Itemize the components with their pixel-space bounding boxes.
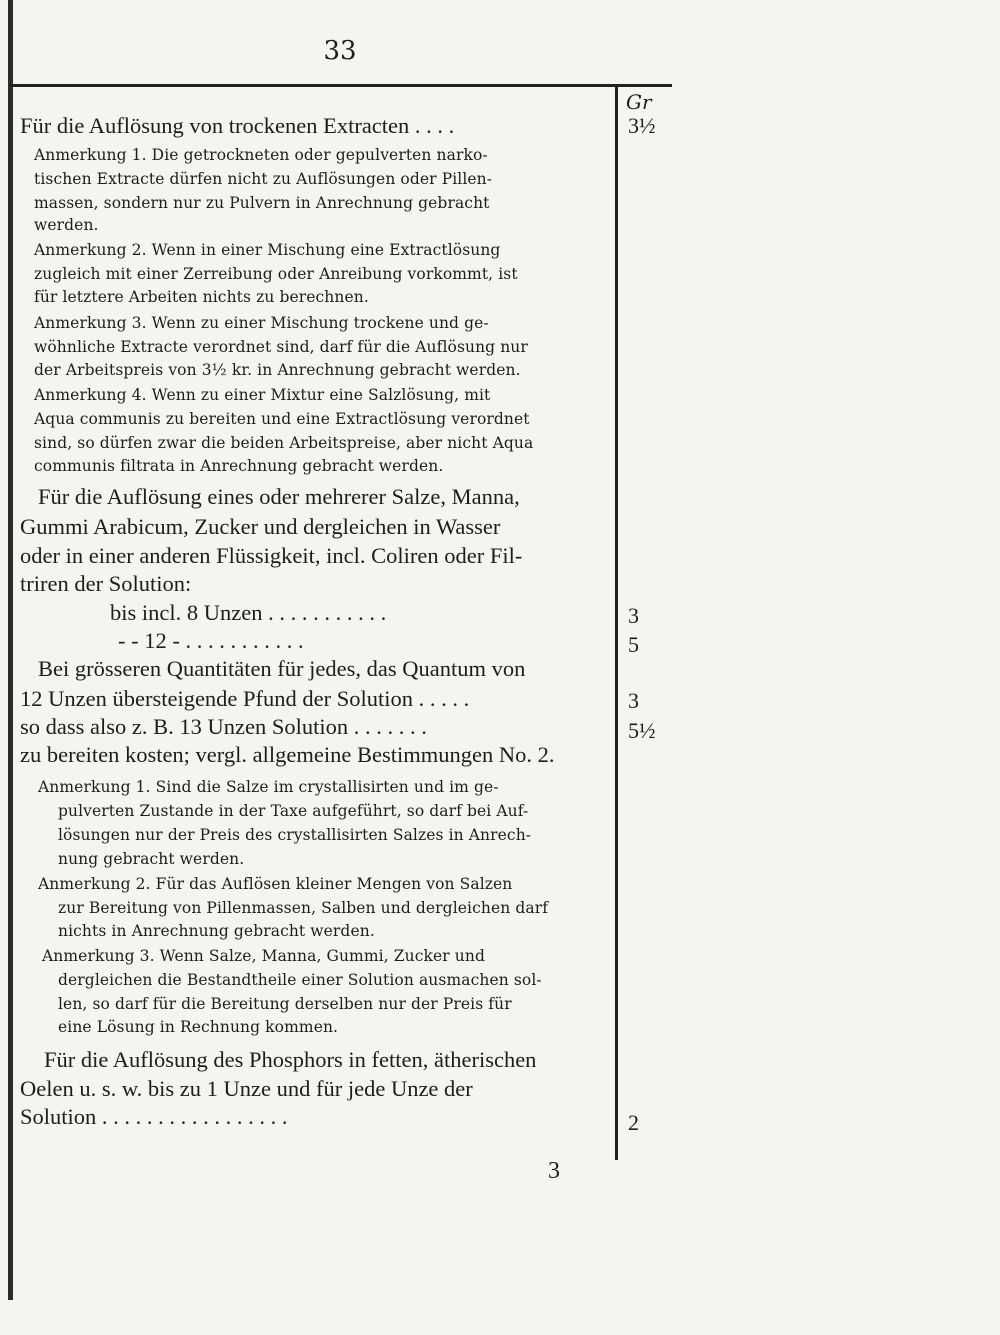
- price: 5: [628, 632, 639, 657]
- header-rule: [10, 84, 672, 87]
- note-line: communis filtrata in Anrechnung gebracht werden.: [34, 457, 444, 475]
- entry-line: Gummi Arabicum, Zucker und dergleichen in Wasser: [20, 514, 501, 539]
- note-line: nung gebracht werden.: [58, 850, 245, 868]
- signature-mark: 3: [548, 1158, 560, 1184]
- note-line: Aqua communis zu bereiten und eine Extractlösung verordnet: [34, 410, 530, 428]
- entry-line: oder in einer anderen Flüssigkeit, incl. Coliren oder Fil-: [20, 543, 523, 568]
- note-line: massen, sondern nur zu Pulvern in Anrechnung gebracht: [34, 194, 490, 212]
- note-line: Anmerkung 2. Für das Auflösen kleiner Mengen von Salzen: [38, 875, 513, 893]
- price: 3½: [628, 113, 656, 138]
- entry-line: Bei grösseren Quantitäten für jedes, das Quantum von: [38, 656, 526, 681]
- entry-line: Für die Auflösung eines oder mehrerer Salze, Manna,: [38, 484, 520, 509]
- price: 3: [628, 603, 639, 628]
- note-line: sind, so dürfen zwar die beiden Arbeitspreise, aber nicht Aqua: [34, 434, 534, 452]
- price: 5½: [628, 718, 656, 743]
- note-line: Anmerkung 3. Wenn Salze, Manna, Gummi, Zucker und: [42, 947, 485, 965]
- entry-line: zu bereiten kosten; vergl. allgemeine Bestimmungen No. 2.: [20, 742, 555, 767]
- note-line: eine Lösung in Rechnung kommen.: [58, 1018, 339, 1036]
- note-line: lösungen nur der Preis des crystallisirten Salzes in Anrech-: [58, 826, 532, 844]
- note-line: tischen Extracte dürfen nicht zu Auflösungen oder Pillen-: [34, 170, 493, 188]
- note-line: werden.: [34, 216, 99, 234]
- entry-line: Für die Auflösung von trockenen Extracten . . . .: [20, 113, 455, 138]
- entry-line: 12 Unzen übersteigende Pfund der Solution . . . . .: [20, 686, 470, 711]
- note-line: für letztere Arbeiten nichts zu berechnen.: [34, 288, 369, 306]
- note-line: pulverten Zustande in der Taxe aufgeführt, so darf bei Auf-: [58, 802, 529, 820]
- price: 3: [628, 688, 639, 713]
- note-line: Anmerkung 1. Sind die Salze im crystallisirten und im ge-: [38, 778, 499, 796]
- note-line: dergleichen die Bestandtheile einer Solution ausmachen sol-: [58, 971, 542, 989]
- entry-line: so dass also z. B. 13 Unzen Solution . . . . . . .: [20, 714, 427, 739]
- note-line: zugleich mit einer Zerreibung oder Anreibung vorkommt, ist: [34, 265, 518, 283]
- note-line: Anmerkung 2. Wenn in einer Mischung eine Extractlösung: [34, 241, 501, 259]
- entry-line: bis incl. 8 Unzen . . . . . . . . . . .: [110, 600, 387, 625]
- entry-line: Für die Auflösung des Phosphors in fetten, ätherischen: [44, 1047, 537, 1072]
- note-line: Anmerkung 4. Wenn zu einer Mixtur eine Salzlösung, mit: [34, 386, 491, 404]
- note-line: zur Bereitung von Pillenmassen, Salben und dergleichen darf: [58, 899, 549, 917]
- note-line: der Arbeitspreis von 3½ kr. in Anrechnung gebracht werden.: [34, 361, 521, 379]
- price: 2: [628, 1110, 639, 1135]
- note-line: wöhnliche Extracte verordnet sind, darf für die Auflösung nur: [34, 338, 528, 356]
- note-line: Anmerkung 1. Die getrockneten oder gepulverten narko-: [34, 146, 488, 164]
- entry-line: Oelen u. s. w. bis zu 1 Unze und für jede Unze der: [20, 1076, 473, 1101]
- note-line: len, so darf für die Bereitung derselben nur der Preis für: [58, 995, 512, 1013]
- note-line: Anmerkung 3. Wenn zu einer Mischung trockene und ge-: [34, 314, 489, 332]
- page-edge-shadow: [8, 0, 13, 1300]
- entry-line: triren der Solution:: [20, 571, 192, 596]
- entry-line: - - 12 - . . . . . . . . . . .: [118, 628, 304, 653]
- note-line: nichts in Anrechnung gebracht werden.: [58, 922, 375, 940]
- page-number: 33: [323, 36, 357, 66]
- entry-line: Solution . . . . . . . . . . . . . . . . .: [20, 1104, 288, 1129]
- price-column-header: Gr: [626, 90, 652, 114]
